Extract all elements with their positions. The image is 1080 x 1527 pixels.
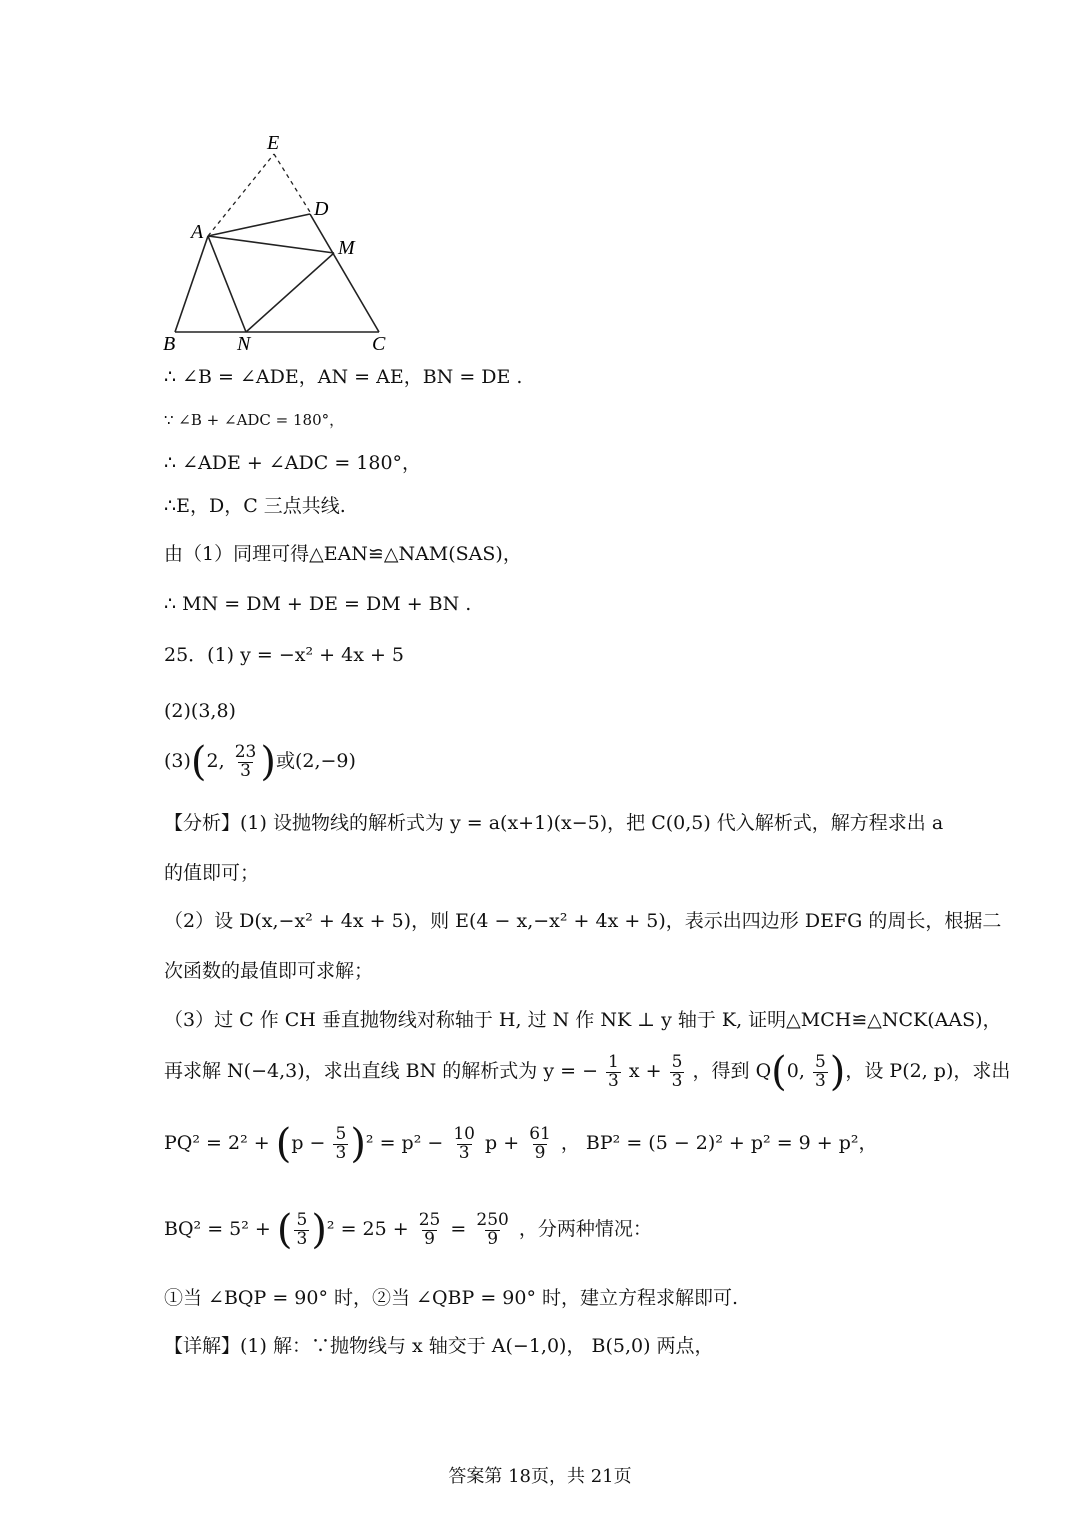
text-segment: ² = p² − [365,1132,444,1154]
fraction-denominator: 3 [608,1070,619,1091]
page-footer: 答案第 18页，共 21页 [448,1466,632,1487]
right-paren: ) [829,1049,846,1095]
fraction-23-3 [233,741,259,781]
analysis-line-2: 的值即可； [164,862,260,884]
fraction-numerator: 5 [814,1051,826,1072]
analysis-line-7 [164,1121,878,1167]
segment-AB [175,236,208,332]
text-segment: 再求解 N(−4,3)，求出直线 BN 的解析式为 y = − [164,1060,598,1082]
proof-line-2: ∵ ∠B + ∠ADC = 180°， [164,411,345,429]
fraction-5-3 [813,1051,828,1091]
text-segment: ² = 25 + [326,1218,409,1240]
part-3-label: (3) [164,750,191,772]
text-segment: x + [628,1060,662,1082]
geometry-figure [150,120,410,365]
fraction-denominator: 3 [335,1142,347,1163]
label-N: N [237,333,251,355]
label-D: D [314,198,329,220]
analysis-line-3: （2）设 D(x,−x² + 4x + 5)，则 E(4 − x,−x² + 4x + 5)，表示出四边形 DEFG 的周长，根据二 [164,910,1002,932]
fraction-denominator: 3 [296,1228,308,1249]
fraction-numerator: 61 [529,1123,551,1144]
fraction-denominator: 9 [424,1228,435,1249]
text-segment: 0, [786,1060,805,1082]
label-A: A [191,221,204,243]
label-E: E [267,132,280,154]
fraction-numerator: 5 [671,1051,683,1072]
text-segment: ，设 P(2, p)，求出 [845,1060,1011,1082]
left-paren: ( [276,1207,293,1253]
fraction-denominator: 9 [534,1142,546,1163]
left-paren: ( [190,739,207,785]
fraction-1-3 [606,1051,621,1091]
answer-25-part-1: 25．(1) y = −x² + 4x + 5 [164,644,405,666]
fraction-5-3 [333,1123,348,1163]
fraction-numerator: 5 [335,1123,347,1144]
fraction-25-9 [417,1209,443,1249]
fraction-denominator: 3 [671,1070,683,1091]
right-paren: ) [350,1121,366,1167]
text-segment: = [450,1218,467,1240]
text-segment: p + [485,1132,520,1154]
fraction-denominator: 3 [458,1142,470,1163]
analysis-line-4: 次函数的最值即可求解； [164,960,374,982]
fraction-10-3 [451,1123,477,1163]
fraction-numerator: 23 [234,741,257,762]
text-segment: ，分两种情况： [518,1218,652,1240]
segment-AM [208,236,334,253]
proof-line-1: ∴ ∠B = ∠ADE，AN = AE，BN = DE . [164,366,523,388]
analysis-line-8 [164,1207,652,1253]
proof-line-5: 由（1）同理可得△EAN≌△NAM(SAS)， [164,543,522,565]
proof-line-3: ∴ ∠ADE + ∠ADC = 180°， [164,452,422,474]
answer-25-part-2: (2)(3,8) [164,700,236,722]
answer-25-part-3 [164,739,356,785]
proof-line-4: ∴E，D，C 三点共线. [164,495,346,517]
left-paren: ( [275,1121,292,1167]
fraction-61-9 [527,1123,553,1163]
analysis-line-6 [164,1049,1011,1095]
proof-line-6: ∴ MN = DM + DE = DM + BN . [164,593,472,615]
right-paren: ) [311,1207,327,1253]
text-segment: PQ² = 2² + [164,1132,270,1154]
fraction-numerator: 250 [476,1209,509,1230]
detail-line-1: 【详解】(1) 解：∵抛物线与 x 轴交于 A(−1,0)， B(5,0) 两点， [164,1335,714,1357]
fraction-5-3 [670,1051,685,1091]
analysis-line-1: 【分析】(1) 设抛物线的解析式为 y = a(x+1)(x−5)，把 C(0,5) 代入解析式，解方程求出 a [164,812,944,834]
fraction-250-9 [474,1209,510,1249]
fraction-denominator: 9 [487,1228,499,1249]
analysis-line-5: （3）过 C 作 CH 垂直抛物线对称轴于 H, 过 N 作 NK ⊥ y 轴于 K, 证明△MCH≌△NCK(AAS)， [164,1009,1002,1031]
left-paren: ( [771,1049,787,1095]
analysis-line-9: ①当 ∠BQP = 90° 时，②当 ∠QBP = 90° 时，建立方程求解即可. [164,1287,739,1309]
label-B: B [163,333,176,355]
label-C: C [372,333,386,355]
fraction-numerator: 25 [418,1209,441,1230]
alt-point: 或(2,−9) [275,750,356,772]
segment-NM [246,253,334,332]
fraction-5-3 [294,1209,309,1249]
text-segment: ，得到 Q [692,1060,772,1082]
segment-ED [274,154,310,212]
right-paren: ) [260,739,276,785]
segment-AN [208,236,246,332]
text-segment: BQ² = 5² + [164,1218,271,1240]
point-x: 2, [206,750,231,772]
fraction-numerator: 5 [296,1209,308,1230]
fraction-numerator: 10 [453,1123,475,1144]
fraction-denominator: 3 [814,1070,826,1091]
fraction-numerator: 1 [608,1051,619,1072]
text-segment: ， BP² = (5 − 2)² + p² = 9 + p²， [560,1132,878,1154]
segment-DC [310,214,379,332]
label-M: M [338,237,355,259]
fraction-denominator: 3 [240,760,251,781]
text-segment: p − [291,1132,326,1154]
